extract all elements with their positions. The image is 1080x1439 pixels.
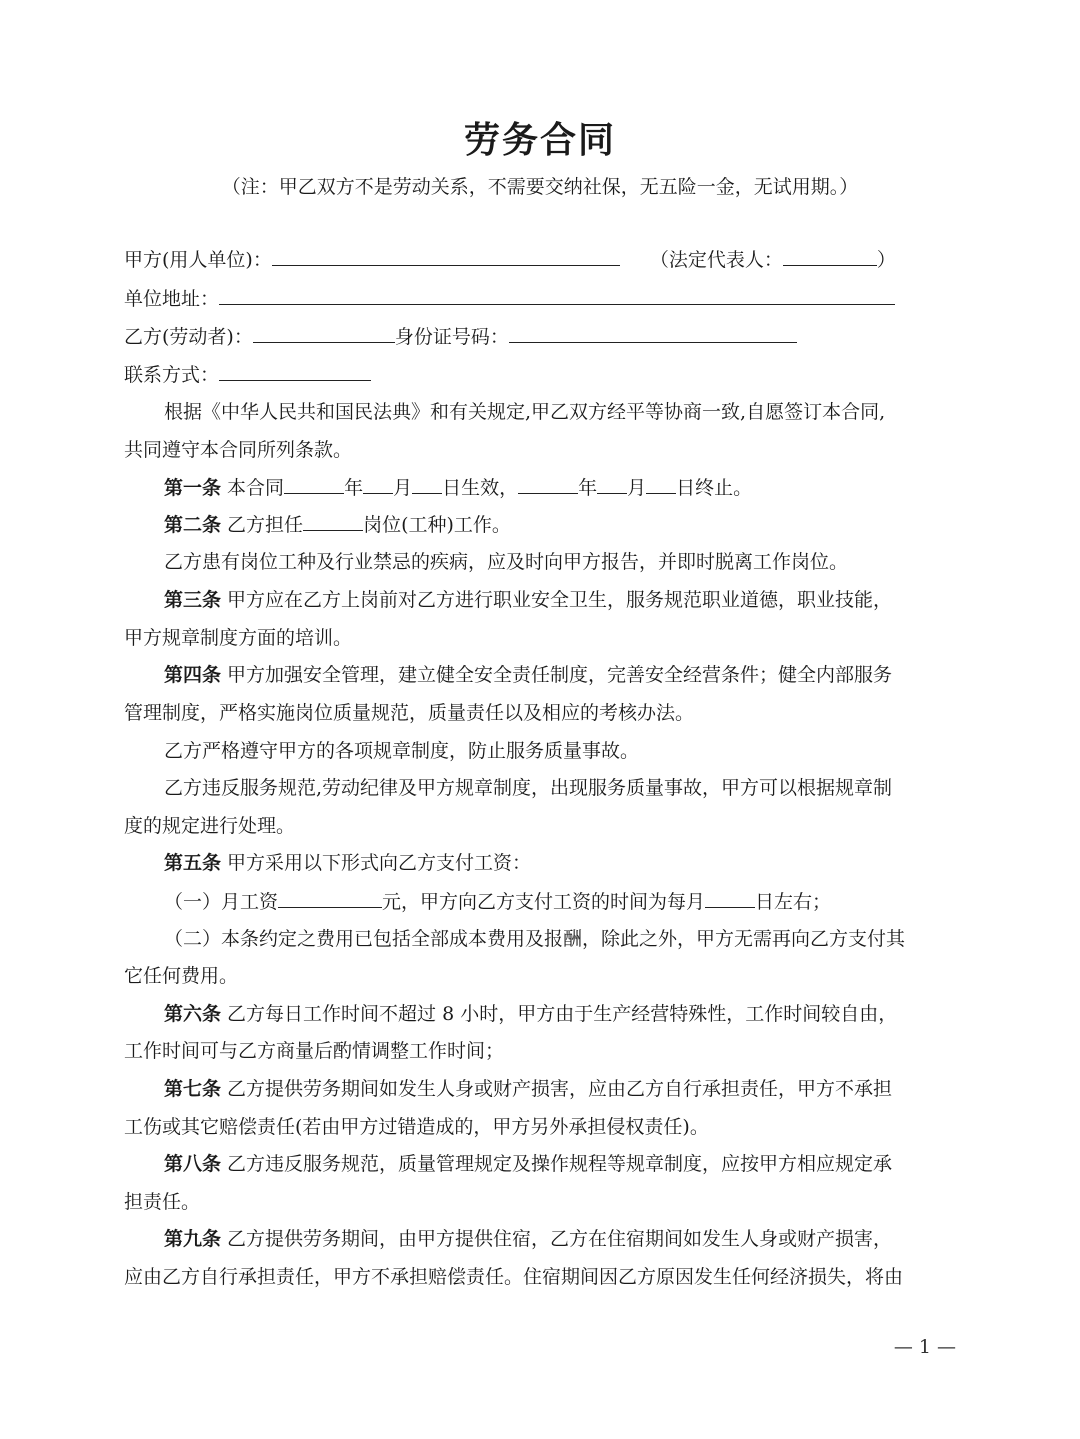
article-5-text: 甲方采用以下形式向乙方支付工资： [221, 852, 532, 874]
legal-rep-blank [783, 245, 877, 266]
monthly-wage-blank [278, 887, 382, 908]
article-5 [164, 849, 531, 877]
article-4-text: 甲方加强安全管理，建立健全安全责任制度，完善安全经营条件；健全内部服务 [221, 664, 893, 686]
article-4 [164, 661, 892, 689]
article-4-line-2: 管理制度，严格实施岗位质量规范，质量责任以及相应的考核办法。 [124, 702, 695, 724]
article-1-year-2: 年 [578, 477, 598, 499]
article-2 [164, 510, 511, 539]
party-b-label: 乙方(劳动者)： [124, 326, 253, 348]
article-2-heading: 第二条 [164, 514, 222, 536]
article-9-text: 乙方提供劳务期间，由甲方提供住宿，乙方在住宿期间如发生人身或财产损害， [221, 1228, 893, 1250]
legal-rep-close: ） [876, 249, 896, 271]
article-6-heading: 第六条 [164, 1003, 222, 1025]
article-5-item-2-line-2: 它任何费用。 [124, 965, 239, 987]
article-6-line-2: 工作时间可与乙方商量后酌情调整工作时间； [124, 1040, 505, 1062]
end-year-blank [518, 473, 578, 494]
article-4-line-4: 乙方违反服务规范,劳动纪律及甲方规章制度，出现服务质量事故，甲方可以根据规章制 [164, 777, 893, 799]
pay-date-text: 元，甲方向乙方支付工资的时间为每月 [382, 891, 706, 913]
start-day-blank [412, 473, 442, 494]
intro-line-2: 共同遵守本合同所列条款。 [124, 439, 353, 461]
article-7-text: 乙方提供劳务期间如发生人身或财产损害，应由乙方自行承担责任，甲方不承担 [221, 1078, 893, 1100]
article-2-text: 乙方担任 [221, 514, 304, 536]
article-2-text-2: 岗位(工种)工作。 [363, 514, 511, 536]
article-9-line-2: 应由乙方自行承担责任，甲方不承担赔偿责任。住宿期间因乙方原因发生任何经济损失，将由 [124, 1266, 904, 1288]
article-3-heading: 第三条 [164, 589, 222, 611]
start-year-blank [284, 473, 344, 494]
contact-line [124, 360, 371, 389]
contact-label: 联系方式： [124, 364, 220, 386]
article-2-line-2: 乙方患有岗位工种及行业禁忌的疾病，应及时向甲方报告，并即时脱离工作岗位。 [164, 551, 849, 573]
end-day-blank [646, 473, 676, 494]
contract-title: 劳务合同 [463, 120, 616, 161]
article-1 [164, 473, 752, 502]
article-1-month: 月 [393, 477, 413, 499]
end-month-blank [597, 473, 627, 494]
pay-day-suffix: 日左右； [755, 891, 832, 913]
article-7 [164, 1075, 892, 1103]
contact-blank [219, 360, 371, 381]
article-8-line-2: 担责任。 [124, 1191, 201, 1213]
article-8-heading: 第八条 [164, 1153, 222, 1175]
article-4-line-3: 乙方严格遵守甲方的各项规章制度，防止服务质量事故。 [164, 740, 640, 762]
article-4-line-5: 度的规定进行处理。 [124, 815, 296, 837]
party-a-label: 甲方(用人单位)： [124, 249, 272, 271]
article-1-text: 本合同 [221, 477, 285, 499]
article-7-heading: 第七条 [164, 1078, 222, 1100]
pay-day-blank [705, 887, 755, 908]
article-8 [164, 1150, 892, 1178]
id-blank [509, 322, 797, 343]
article-1-month-2: 月 [627, 477, 647, 499]
position-blank [303, 510, 363, 531]
article-9 [164, 1225, 892, 1253]
article-3-line-2: 甲方规章制度方面的培训。 [124, 627, 353, 649]
article-5-heading: 第五条 [164, 852, 222, 874]
article-5-item-1 [164, 887, 831, 916]
article-8-text: 乙方违反服务规范，质量管理规定及操作规程等规章制度，应按甲方相应规定承 [221, 1153, 893, 1175]
article-7-line-2: 工伤或其它赔偿责任(若由甲方过错造成的，甲方另外承担侵权责任)。 [124, 1116, 709, 1138]
article-1-year: 年 [344, 477, 364, 499]
party-b-blank [253, 322, 395, 343]
article-3-text: 甲方应在乙方上岗前对乙方进行职业安全卫生，服务规范职业道德，职业技能， [221, 589, 893, 611]
party-b-line [124, 322, 797, 351]
contract-note: （注：甲乙双方不是劳动关系，不需要交纳社保，无五险一金，无试用期。） [221, 176, 859, 198]
article-3 [164, 586, 892, 614]
article-6 [164, 1000, 897, 1028]
legal-rep-label: （法定代表人： [649, 249, 783, 271]
id-label: 身份证号码： [394, 326, 509, 348]
article-5-item-2: （二）本条约定之费用已包括全部成本费用及报酬，除此之外，甲方无需再向乙方支付其 [164, 928, 906, 950]
article-1-heading: 第一条 [164, 477, 222, 499]
article-9-heading: 第九条 [164, 1228, 222, 1250]
article-1-effective: 日生效， [442, 477, 519, 499]
address-line [124, 284, 895, 313]
start-month-blank [363, 473, 393, 494]
monthly-wage-label: （一）月工资 [164, 891, 279, 913]
party-a-line [124, 245, 896, 274]
intro-line-1: 根据《中华人民共和国民法典》和有关规定,甲乙双方经平等协商一致,自愿签订本合同, [164, 401, 886, 423]
party-a-blank [272, 245, 620, 266]
article-1-terminate: 日终止。 [676, 477, 753, 499]
article-4-heading: 第四条 [164, 664, 222, 686]
page-number: — 1 — [893, 1336, 956, 1358]
article-6-text: 乙方每日工作时间不超过 8 小时，甲方由于生产经营特殊性，工作时间较自由， [221, 1003, 898, 1025]
address-blank [219, 284, 895, 305]
address-label: 单位地址： [124, 288, 220, 310]
